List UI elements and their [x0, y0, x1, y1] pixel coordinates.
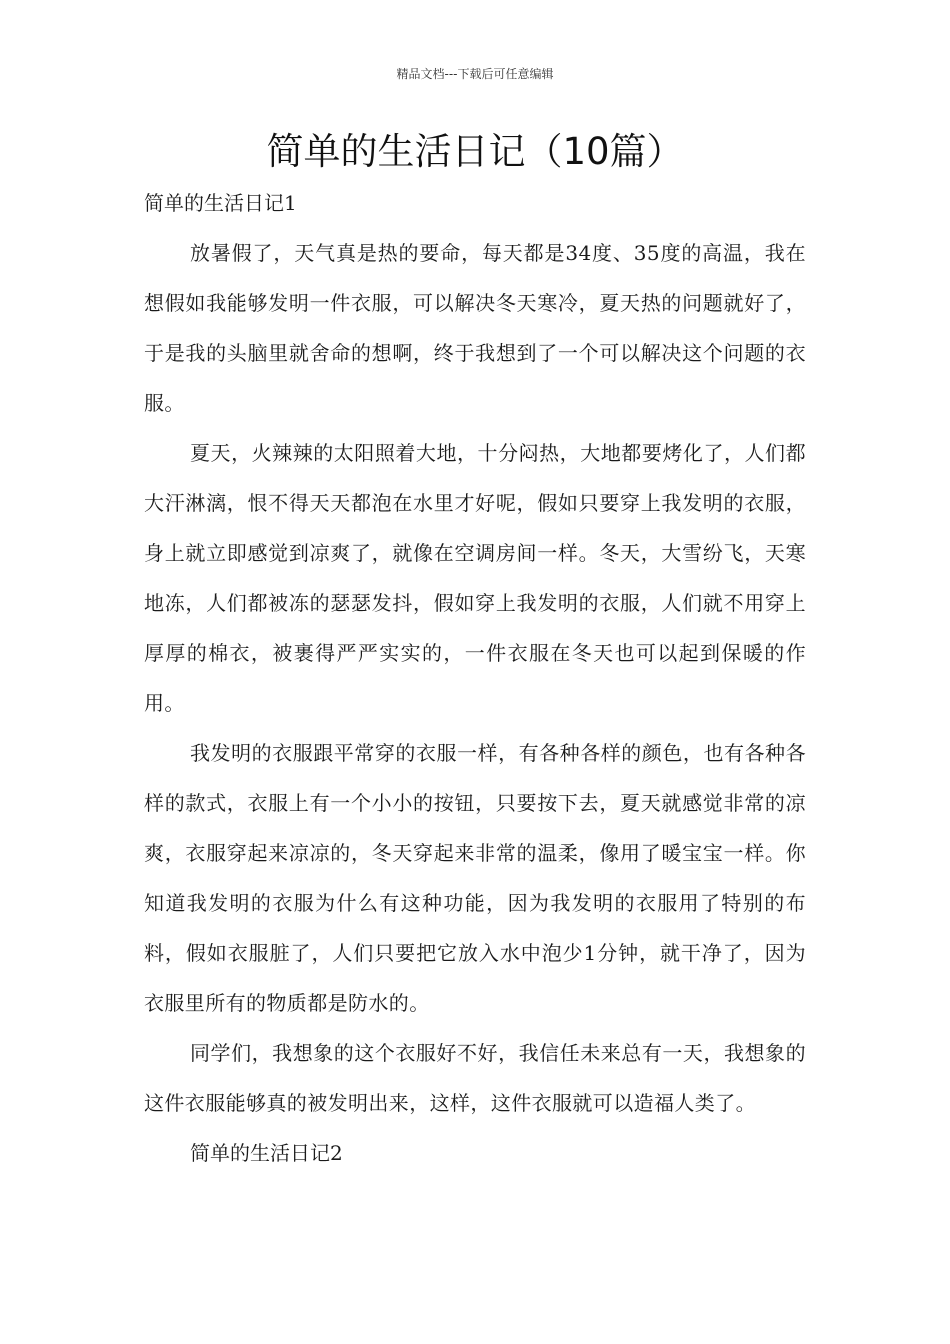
section-heading-1: 简单的生活日记1 [144, 191, 297, 215]
document-title: 简单的生活日记（10篇） [266, 130, 684, 173]
paragraph-1: 放暑假了，天气真是热的要命，每天都是34度、35度的高温，我在想假如我能够发明一件衣服，可以解决冬天寒冷，夏天热的问题就好了，于是我的头脑里就舍命的想啊，终于我想到了一个可以解决这个问题的衣服。 [144, 241, 806, 415]
document-body [144, 178, 806, 1178]
header-note: 精品文档---下载后可任意编辑 [396, 67, 554, 81]
paragraph-3: 我发明的衣服跟平常穿的衣服一样，有各种各样的颜色，也有各种各样的款式，衣服上有一个小小的按钮，只要按下去，夏天就感觉非常的凉爽，衣服穿起来凉凉的，冬天穿起来非常的温柔，像用了暖宝宝一样。你知道我发明的衣服为什么有这种功能，因为我发明的衣服用了特别的布料，假如衣服脏了，人们只要把它放入水中泡少1分钟，就干净了，因为衣服里所有的物质都是防水的。 [144, 741, 806, 1015]
paragraph-2: 夏天，火辣辣的太阳照着大地，十分闷热，大地都要烤化了，人们都大汗淋漓，恨不得天天都泡在水里才好呢，假如只要穿上我发明的衣服，身上就立即感觉到凉爽了，就像在空调房间一样。冬天，大雪纷飞，天寒地冻，人们都被冻的瑟瑟发抖，假如穿上我发明的衣服，人们就不用穿上厚厚的棉衣，被裹得严严实实的，一件衣服在冬天也可以起到保暖的作用。 [144, 441, 806, 715]
paragraph-4: 同学们，我想象的这个衣服好不好，我信任未来总有一天，我想象的这件衣服能够真的被发明出来，这样，这件衣服就可以造福人类了。 [144, 1041, 806, 1115]
section-heading-2: 简单的生活日记2 [190, 1141, 343, 1165]
